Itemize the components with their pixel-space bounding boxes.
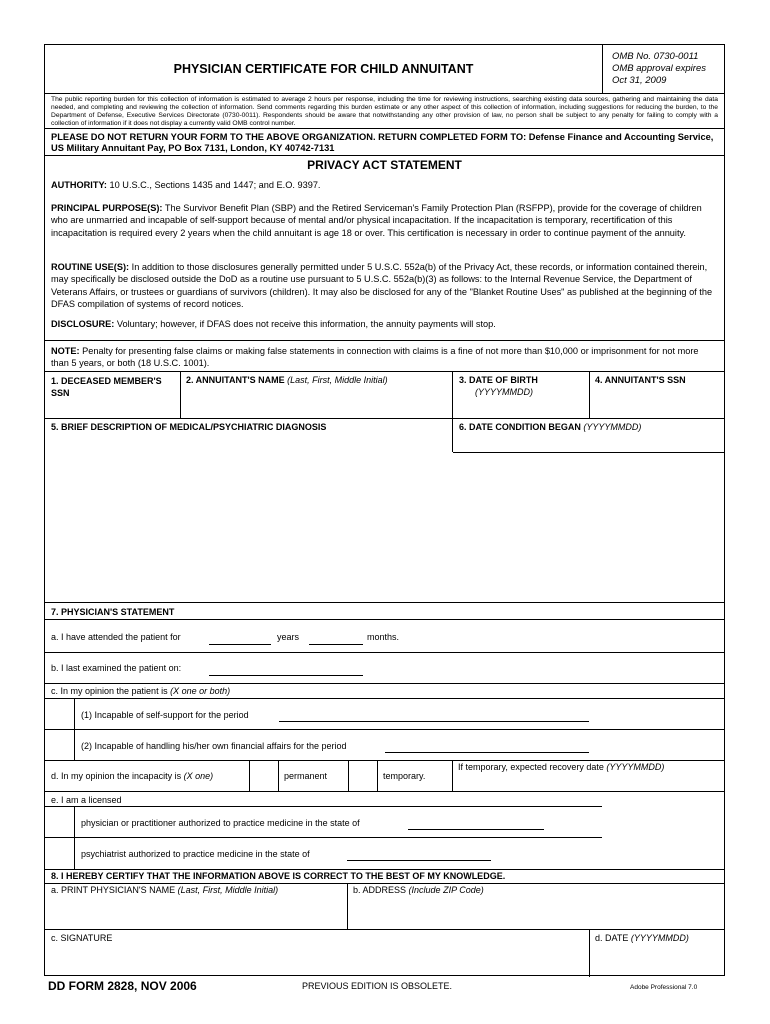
purpose-text: The Survivor Benefit Plan (SBP) and the Retired Serviceman's Family Protection Plan (RSFPP), provide for the coverage of children who are unmarried and incapable of self-support because of mental and/or physical incapacitation. If the incapacitation is temporary, recertification of this incapacitation is required every 2 years when the child annuitant is age 18 or over. This certification is necessary in order to continue payment of the annuity. xyxy=(51,203,702,238)
psychiatrist-state-input[interactable] xyxy=(347,860,491,861)
note-text: Penalty for presenting false claims or making false statements in connection with claims is a fine of not more than $10,000 or imprisonment for not more than 5 years, or both (18 U.S.C. 1001). xyxy=(51,346,699,369)
physician-practitioner-label: physician or practitioner authorized to practice medicine in the state of xyxy=(81,818,360,828)
last-examined-input[interactable] xyxy=(209,675,363,676)
software-note: Adobe Professional 7.0 xyxy=(630,984,698,991)
attended-months-input[interactable] xyxy=(309,644,363,645)
checkbox-temporary[interactable] xyxy=(349,761,376,790)
option-self-support-label: (1) Incapable of self-support for the period xyxy=(81,710,249,720)
checkbox-self-support[interactable] xyxy=(46,699,73,729)
attended-years-input[interactable] xyxy=(209,644,271,645)
permanent-label: permanent xyxy=(284,771,328,781)
omb-expires-label: OMB approval expires xyxy=(612,63,706,74)
authority-section xyxy=(51,179,718,191)
field-3-hint: (YYYYMMDD) xyxy=(475,387,533,397)
recovery-date-label: If temporary, expected recovery date (YYYYMMDD) xyxy=(458,762,665,772)
checkbox-permanent[interactable] xyxy=(250,761,277,790)
authority-text: 10 U.S.C., Sections 1435 and 1447; and E.O. 9397. xyxy=(109,180,321,190)
checkbox-psychiatrist[interactable] xyxy=(46,838,73,868)
routine-text: In addition to those disclosures generally permitted under 5 U.S.C. 552a(b) of the Privacy Act, these records, or information contained therein, may specifically be disclosed outside the DoD as a routine use pursuant to 5 U.S.C. 552a(b)(3) as follows: to the Internal Revenue Service, the Department of Veterans Affairs, or trustees or guardians of survivors (children). It may also be disclosed for any of the "Blanket Routine Uses" as published at the beginning of the DFAS compilation of systems of record notices. xyxy=(51,262,713,309)
diagnosis-textarea[interactable] xyxy=(46,435,451,600)
return-instruction: PLEASE DO NOT RETURN YOUR FORM TO THE ABOVE ORGANIZATION. RETURN COMPLETED FORM TO: Defense Finance and Accounting Service, US Military Annuitant Pay, PO Box 7131, London, KY 40742-7131 xyxy=(51,132,714,153)
date-label: d. DATE (YYYYMMDD) xyxy=(595,933,689,943)
psychiatrist-label: psychiatrist authorized to practice medicine in the state of xyxy=(81,849,310,859)
field-4-label: 4. ANNUITANT'S SSN xyxy=(595,375,686,385)
edition-notice: PREVIOUS EDITION IS OBSOLETE. xyxy=(302,981,453,991)
burden-statement: The public reporting burden for this collection of information is estimated to average 2 hours per response, including the time for reviewing instructions, searching existing data sources, gathering and maintaining the data needed, and completing and reviewing the collection of information. Send comments regarding this burden estimate or any other aspect of this collection of information, including suggestions for reducing the burden, to the Department of Defense, Executive Services Directorate (0730-0011). Respondents should be aware that notwithstanding any other provision of law, no person shall be subject to any penalty for failing to comply with a collection of information if it does not display a currently valid OMB control number. xyxy=(51,96,718,127)
routine-label: ROUTINE USE(S): xyxy=(51,262,130,272)
form-title: PHYSICIAN CERTIFICATE FOR CHILD ANNUITANT xyxy=(173,62,474,76)
privacy-heading: PRIVACY ACT STATEMENT xyxy=(307,158,462,172)
opinion-d-text: d. In my opinion the incapacity is (X one) xyxy=(51,771,214,781)
omb-expires-date: Oct 31, 2009 xyxy=(612,75,667,86)
signature-label: c. SIGNATURE xyxy=(51,933,113,943)
annuitant-ssn-input[interactable] xyxy=(590,398,724,417)
disclosure-label: DISCLOSURE: xyxy=(51,319,115,329)
field-2-label: 2. ANNUITANT'S NAME (Last, First, Middle Initial) xyxy=(186,375,388,385)
deceased-ssn-input[interactable] xyxy=(46,398,179,417)
purpose-label: PRINCIPAL PURPOSE(S): xyxy=(51,203,163,213)
date-input[interactable] xyxy=(590,945,724,975)
omb-number: OMB No. 0730-0011 xyxy=(612,51,699,62)
examined-text: b. I last examined the patient on: xyxy=(51,663,182,673)
note-section xyxy=(51,345,718,370)
recovery-date-input[interactable] xyxy=(453,774,724,790)
routine-section xyxy=(51,261,718,310)
checkbox-financial-affairs[interactable] xyxy=(46,730,73,759)
field-3-label: 3. DATE OF BIRTH xyxy=(459,375,538,385)
option-financial-affairs-label: (2) Incapable of handling his/her own financial affairs for the period xyxy=(81,741,347,751)
physician-statement-heading: 7. PHYSICIAN'S STATEMENT xyxy=(51,607,175,617)
licensed-text: e. I am a licensed xyxy=(51,795,122,805)
attended-months-label: months. xyxy=(367,632,400,642)
self-support-period-input[interactable] xyxy=(279,721,589,722)
certify-heading: 8. I HEREBY CERTIFY THAT THE INFORMATION ABOVE IS CORRECT TO THE BEST OF MY KNOWLEDGE. xyxy=(51,871,506,881)
date-condition-began-input[interactable] xyxy=(453,435,724,451)
disclosure-section xyxy=(51,318,718,330)
form-id: DD FORM 2828, NOV 2006 xyxy=(48,979,197,993)
field-1-label: 1. DECEASED MEMBER'S SSN xyxy=(51,376,162,398)
physician-name-input[interactable] xyxy=(46,898,346,928)
field-6-label: 6. DATE CONDITION BEGAN (YYYYMMDD) xyxy=(459,422,642,432)
disclosure-text: Voluntary; however, if DFAS does not receive this information, the annuity payments will stop. xyxy=(116,319,496,329)
annuitant-name-input[interactable] xyxy=(181,398,451,417)
financial-affairs-period-input[interactable] xyxy=(385,752,589,753)
attended-years-label: years xyxy=(277,632,300,642)
opinion-c-text: c. In my opinion the patient is (X one or both) xyxy=(51,686,231,696)
purpose-section xyxy=(51,202,718,239)
signature-input[interactable] xyxy=(46,945,588,975)
form-frame xyxy=(44,44,725,976)
address-label: b. ADDRESS (Include ZIP Code) xyxy=(353,885,484,895)
physician-name-label: a. PRINT PHYSICIAN'S NAME (Last, First, Middle Initial) xyxy=(51,885,279,895)
note-label: NOTE: xyxy=(51,346,80,356)
physician-state-input[interactable] xyxy=(408,829,544,830)
field-5-label: 5. BRIEF DESCRIPTION OF MEDICAL/PSYCHIATRIC DIAGNOSIS xyxy=(51,422,327,432)
temporary-label: temporary. xyxy=(383,771,426,781)
attended-text: a. I have attended the patient for xyxy=(51,632,181,642)
address-input[interactable] xyxy=(348,898,724,928)
authority-label: AUTHORITY: xyxy=(51,180,107,190)
date-of-birth-input[interactable] xyxy=(453,398,588,417)
checkbox-physician-practitioner[interactable] xyxy=(46,807,73,837)
